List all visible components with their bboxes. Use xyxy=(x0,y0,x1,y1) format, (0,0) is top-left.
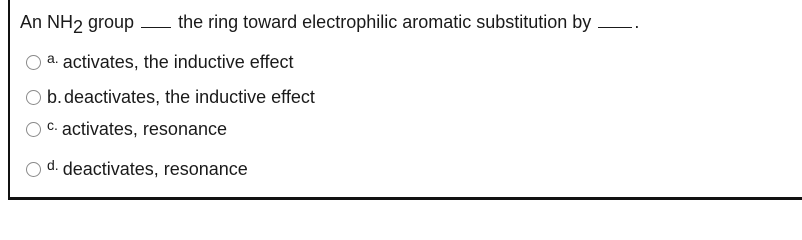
question-text xyxy=(20,10,640,37)
answer-blank-2 xyxy=(598,11,632,28)
option-b-letter: b. xyxy=(47,86,63,107)
question-part-3: the ring toward electrophilic aromatic substitution by xyxy=(178,12,592,32)
question-subscript: 2 xyxy=(73,17,84,37)
option-a-text: activates, the inductive effect xyxy=(62,51,294,72)
radio-button-c[interactable] xyxy=(26,122,41,137)
option-a[interactable] xyxy=(26,50,294,74)
option-c[interactable] xyxy=(26,117,227,141)
radio-button-d[interactable] xyxy=(26,162,41,177)
question-part-1: An NH xyxy=(20,12,74,32)
radio-button-a[interactable] xyxy=(26,55,41,70)
option-c-text: activates, resonance xyxy=(61,118,227,139)
option-d-text: deactivates, resonance xyxy=(62,158,248,179)
radio-button-b[interactable] xyxy=(26,90,41,105)
question-end: . xyxy=(634,12,640,32)
question-panel xyxy=(8,0,802,200)
answer-blank-1 xyxy=(141,11,171,28)
option-a-letter: a. xyxy=(47,50,59,66)
option-d[interactable] xyxy=(26,157,248,181)
option-d-letter: d. xyxy=(47,157,59,173)
question-part-2: group xyxy=(83,12,135,32)
option-b[interactable] xyxy=(26,85,315,109)
option-c-letter: c. xyxy=(47,117,58,133)
option-b-text: deactivates, the inductive effect xyxy=(64,86,315,107)
